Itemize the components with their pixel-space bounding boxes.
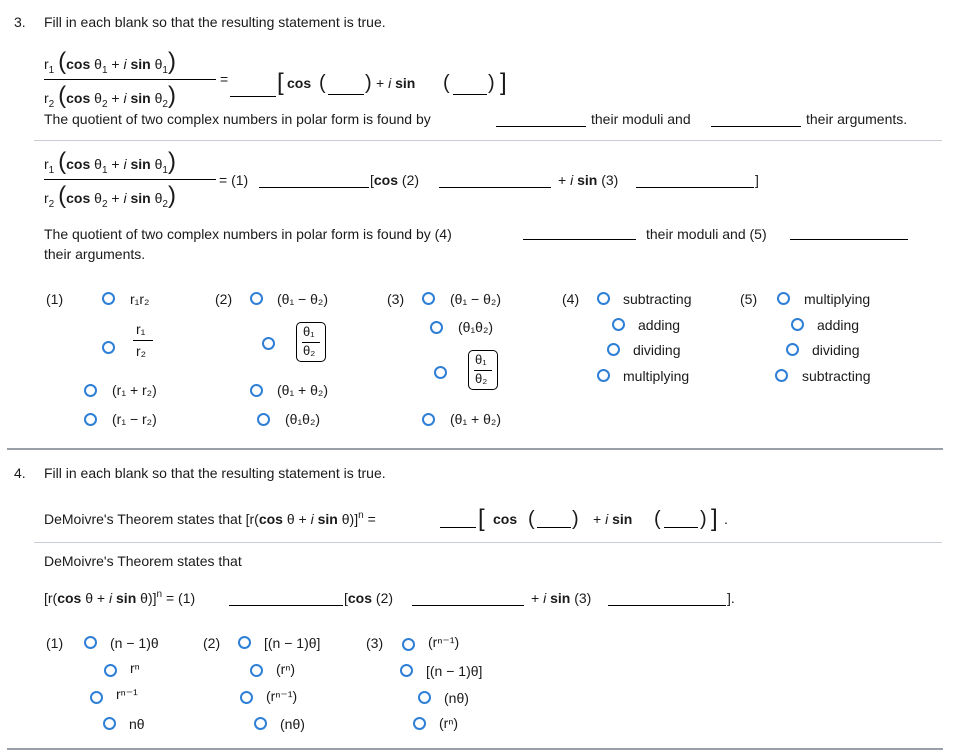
q4-working-lhs: [r(cos θ + i sin θ)]$^n$ = (1): [44, 589, 196, 606]
q3-opt-group-1-label: (1): [46, 291, 64, 307]
q3-opt-group-2-label: (2): [215, 291, 233, 307]
option-label: (θ₁ + θ₂): [450, 411, 502, 427]
radio-button[interactable]: [250, 292, 263, 305]
q3-preview-blank-2: [328, 94, 364, 95]
q3-preview-blank-5: [711, 126, 801, 127]
radio-button[interactable]: [791, 318, 804, 331]
q3-preview-blank-3: [453, 94, 487, 95]
answer-blank-2[interactable]: [412, 605, 524, 606]
option-label: (rⁿ⁻¹): [266, 688, 298, 704]
option-label: (rⁿ): [276, 661, 296, 677]
radio-button[interactable]: [250, 664, 263, 677]
q4-opt-group-1-label: (1): [46, 635, 64, 651]
option-label: (θ₁θ₂): [285, 411, 321, 427]
option-label: (nθ): [444, 690, 469, 706]
radio-button[interactable]: [422, 292, 435, 305]
option-label: multiplying: [804, 291, 871, 307]
q3-opt-group-5-label: (5): [740, 291, 758, 307]
radio-button[interactable]: [597, 369, 610, 382]
q4-preview-blank-1: [440, 527, 476, 528]
answer-blank-1[interactable]: [229, 605, 343, 606]
radio-button[interactable]: [775, 369, 788, 382]
option-label: r₁r₂: [130, 291, 150, 307]
radio-button[interactable]: [104, 664, 117, 677]
radio-button[interactable]: [413, 717, 426, 730]
option-label: (n − 1)θ: [110, 635, 159, 651]
radio-button[interactable]: [102, 292, 115, 305]
option-label: [(n − 1)θ]: [264, 635, 321, 651]
option-label: (rⁿ⁻¹): [428, 634, 460, 650]
q3-opt-group-3-label: (3): [387, 291, 405, 307]
answer-blank-4[interactable]: [523, 239, 636, 240]
answer-blank-3[interactable]: [636, 187, 754, 188]
radio-button[interactable]: [103, 717, 116, 730]
q4-preview-blank-2: [537, 527, 571, 528]
question-divider: [7, 748, 943, 750]
q3-working-args-text: their arguments.: [44, 246, 146, 262]
answer-blank-3[interactable]: [608, 605, 726, 606]
q3-number: 3.: [14, 14, 26, 30]
q3-working-quotient-text: The quotient of two complex numbers in polar form is found by (4): [44, 226, 452, 242]
q3-instruction: Fill in each blank so that the resulting statement is true.: [44, 14, 386, 30]
radio-button[interactable]: [607, 343, 620, 356]
radio-button[interactable]: [84, 636, 97, 649]
option-label: nθ: [129, 716, 145, 732]
option-label: rⁿ⁻¹: [116, 686, 138, 702]
radio-button[interactable]: [254, 717, 267, 730]
radio-button[interactable]: [90, 691, 103, 704]
option-label: subtracting: [623, 291, 692, 307]
radio-button[interactable]: [418, 691, 431, 704]
q4-number: 4.: [14, 465, 26, 481]
divider: [34, 542, 942, 543]
q3-working-moduli-text: their moduli and (5): [646, 226, 767, 242]
q4-opt-group-2-label: (2): [203, 635, 221, 651]
option-fraction: θ₁ θ₂: [468, 350, 498, 390]
option-fraction: θ₁ θ₂: [296, 322, 326, 362]
q4-working-intro: DeMoivre's Theorem states that: [44, 553, 242, 569]
q3-preview-args-text: their arguments.: [806, 111, 908, 127]
radio-button[interactable]: [430, 321, 443, 334]
radio-button[interactable]: [434, 366, 447, 379]
answer-blank-2[interactable]: [439, 187, 551, 188]
q3-preview-blank-1: [230, 96, 276, 97]
option-label: (θ₁θ₂): [458, 319, 494, 335]
radio-button[interactable]: [238, 636, 251, 649]
q4-instruction: Fill in each blank so that the resulting statement is true.: [44, 465, 386, 481]
radio-button[interactable]: [84, 384, 97, 397]
radio-button[interactable]: [612, 318, 625, 331]
radio-button[interactable]: [597, 292, 610, 305]
q4-preview-blank-3: [664, 527, 698, 528]
option-label: (θ₁ − θ₂): [450, 291, 502, 307]
divider: [34, 140, 942, 141]
q3-preview-cos: cos: [287, 75, 312, 91]
radio-button[interactable]: [786, 343, 799, 356]
option-label: dividing: [633, 342, 681, 358]
q4-preview-statement: DeMoivre's Theorem states that [r(cos θ + i sin θ)]$^n$ =: [44, 510, 376, 527]
q3-opt-group-4-label: (4): [562, 291, 580, 307]
radio-button[interactable]: [402, 638, 415, 651]
radio-button[interactable]: [102, 341, 115, 354]
option-label: (θ₁ − θ₂): [277, 291, 329, 307]
option-label: (nθ): [280, 716, 305, 732]
q4-preview-cos: cos: [493, 511, 518, 527]
answer-blank-5[interactable]: [790, 239, 908, 240]
radio-button[interactable]: [777, 292, 790, 305]
option-label: adding: [638, 317, 681, 333]
radio-button[interactable]: [422, 413, 435, 426]
q4-opt-group-3-label: (3): [366, 635, 384, 651]
q3-preview-blank-4: [496, 126, 586, 127]
option-label: dividing: [812, 342, 860, 358]
option-label: subtracting: [802, 368, 871, 384]
option-label: multiplying: [623, 368, 690, 384]
radio-button[interactable]: [84, 413, 97, 426]
option-label: (rⁿ): [439, 715, 459, 731]
radio-button[interactable]: [250, 384, 263, 397]
radio-button[interactable]: [240, 691, 253, 704]
radio-button[interactable]: [400, 664, 413, 677]
question-divider: [7, 448, 943, 450]
q3-preview-quotient-text: The quotient of two complex numbers in polar form is found by: [44, 111, 431, 127]
q3-preview-moduli-text: their moduli and: [591, 111, 691, 127]
option-label: (θ₁ + θ₂): [277, 382, 329, 398]
option-label: (r₁ − r₂): [112, 411, 157, 427]
answer-blank-1[interactable]: [259, 187, 369, 188]
radio-button[interactable]: [257, 413, 270, 426]
option-label: rⁿ: [130, 660, 140, 676]
option-label: adding: [817, 317, 860, 333]
option-label: (r₁ + r₂): [112, 382, 157, 398]
option-label: [(n − 1)θ]: [426, 663, 483, 679]
radio-button[interactable]: [262, 337, 275, 350]
